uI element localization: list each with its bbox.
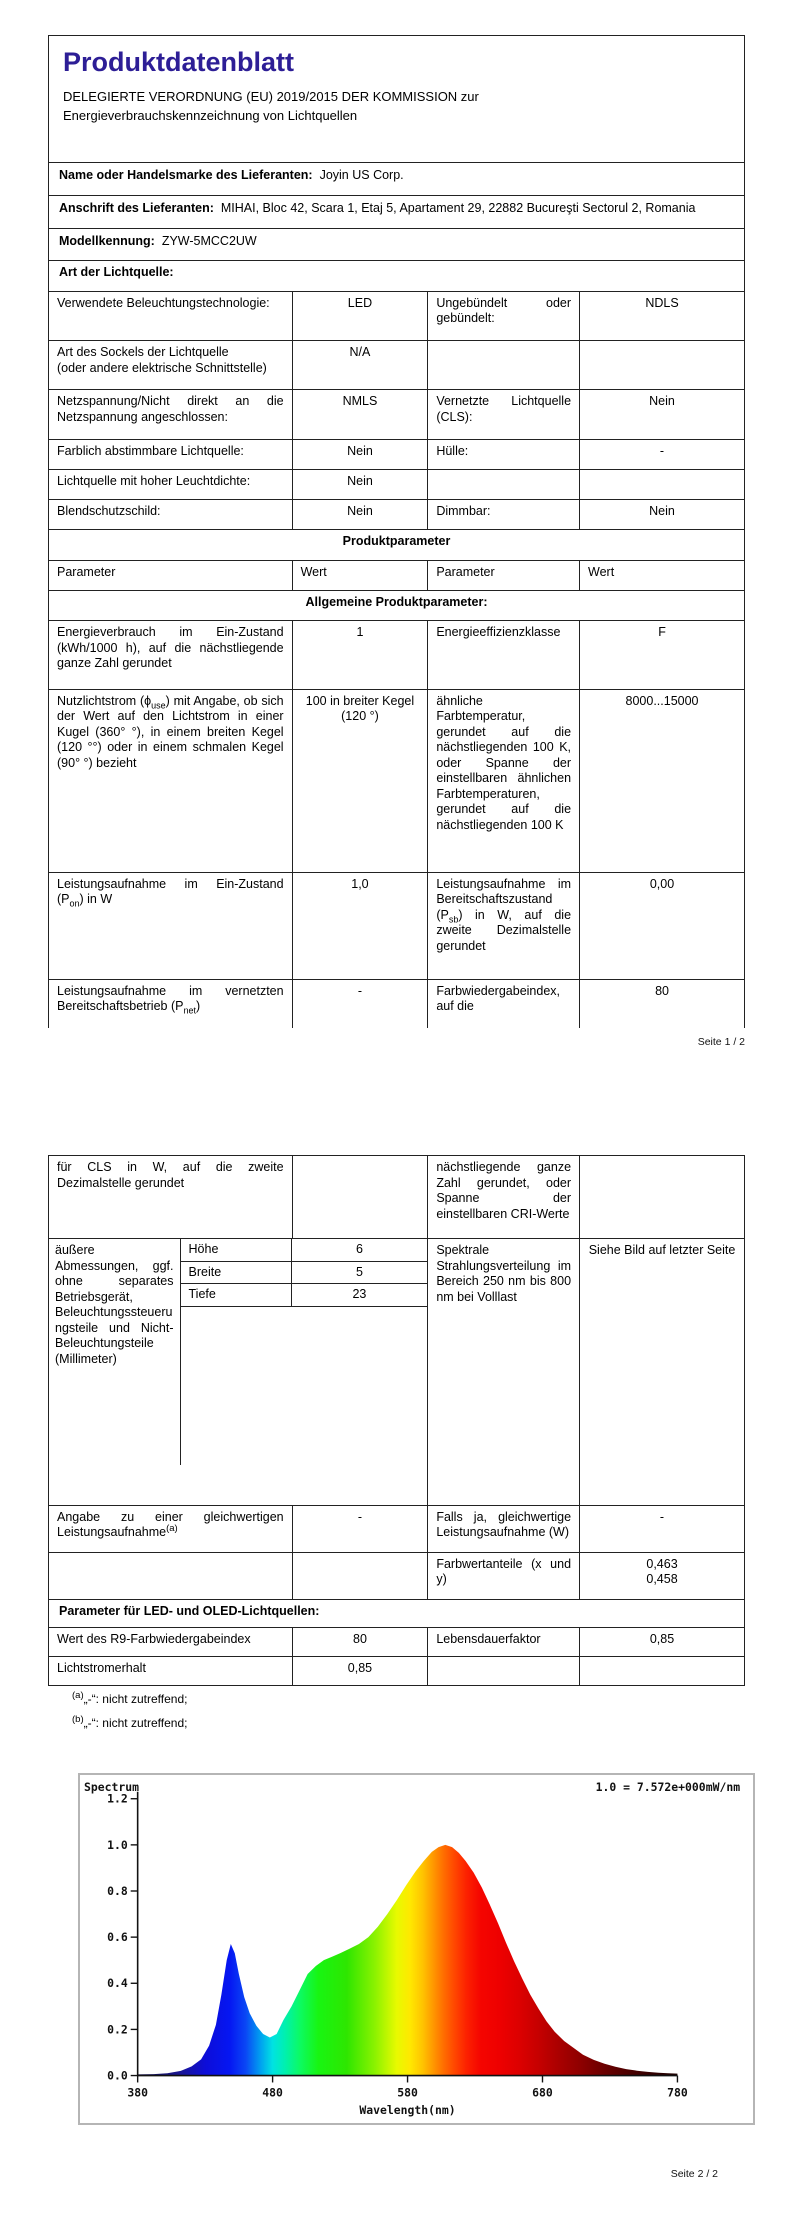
- value-cell: NMLS: [292, 390, 428, 439]
- param-cell: Art des Sockels der Lichtquelle (oder andere elektrische Schnittstelle): [49, 341, 293, 390]
- dimension-key: Tiefe: [181, 1284, 292, 1306]
- dimensions-subtable: [180, 1239, 428, 1465]
- table-row: [49, 291, 745, 340]
- chart-annotation: 1.0 = 7.572e+000mW/nm: [595, 1779, 741, 1794]
- page1-table: [48, 35, 745, 1028]
- dimension-row-depth: [181, 1284, 428, 1307]
- value-cell: -: [580, 1505, 745, 1552]
- table-row-page-break: [49, 979, 745, 1028]
- table-row: [49, 500, 745, 530]
- model-label: Modellkennung:: [59, 233, 155, 248]
- value-cell: [292, 1552, 428, 1599]
- param-cell: Energieverbrauch im Ein-Zustand (kWh/1000 h), auf die nächstliegende ganze Zahl gerundet: [49, 621, 293, 689]
- produktparameter-header: Produktparameter: [49, 530, 745, 560]
- page-title: Produktdatenblatt: [63, 47, 295, 77]
- param-cell: Energieeffizienzklasse: [428, 621, 580, 689]
- footnote-a: $^{(a)}$„-“: nicht zutreffend;: [72, 1690, 188, 1706]
- dimension-value: 5: [355, 1264, 363, 1279]
- column-header: Wert: [580, 560, 745, 590]
- param-cell: Farbwertanteile (x und y): [428, 1552, 580, 1599]
- param-cell: Leistungsaufnahme im Bereitschaftszustand $(P_{sb})$ in W, auf die zweite Dezimalstelle gerundet: [428, 872, 580, 979]
- param-cell: [49, 1552, 293, 1599]
- page2-footer: Seite 2 / 2: [670, 2168, 718, 2180]
- value-cell: [580, 469, 745, 499]
- table-row: [49, 1552, 745, 1599]
- table-row: [49, 390, 745, 439]
- supplier-name-value: Joyin US Corp.: [319, 168, 404, 183]
- value-cell: N/A: [292, 341, 428, 390]
- value-cell: NDLS: [580, 291, 745, 340]
- param-cell: [428, 1657, 580, 1686]
- param-cell: Lichtstromerhalt: [49, 1657, 293, 1686]
- value-cell: -: [580, 439, 745, 469]
- table-row-continuation: [49, 1156, 745, 1239]
- led-parameters-header: Parameter für LED- und OLED-Lichtquellen:: [49, 1599, 745, 1628]
- value-cell: Nein: [580, 500, 745, 530]
- param-cell: Lichtquelle mit hoher Leuchtdichte:: [49, 469, 293, 499]
- x-tick-label: 780: [667, 2085, 688, 2100]
- param-cell: Wert des R9-Farbwiedergabeindex: [49, 1628, 293, 1657]
- model-cell: [49, 228, 745, 261]
- source-type-header: Art der Lichtquelle:: [49, 261, 745, 291]
- value-cell: [580, 341, 745, 390]
- dimensions-row: [49, 1239, 745, 1505]
- general-parameters-header: Allgemeine Produktparameter:: [49, 590, 745, 620]
- value-cell: LED: [292, 291, 428, 340]
- supplier-address-value: MIHAI, Bloc 42, Scara 1, Etaj 5, Apartament 29, 22882 Bucureşti Sectorul 2, Romania: [220, 201, 696, 216]
- param-cell: [428, 341, 580, 390]
- value-cell: F: [580, 621, 745, 689]
- title-cell: [49, 36, 745, 163]
- param-cell: Angabe zu einer gleichwertigen Leistungsaufnahme$^{(a)}$: [49, 1505, 293, 1552]
- table-row: [49, 1505, 745, 1552]
- spectrum-chart-box: [78, 1773, 755, 2125]
- value-cell: -: [292, 1505, 428, 1552]
- dimensions-cell: [49, 1239, 428, 1505]
- y-tick-label: 0.6: [107, 1930, 128, 1945]
- dimensions-label: äußere Abmessungen, ggf. ohne separates Betriebsgerät, Beleuchtungssteuerungsteile und Nicht-Beleuchtungsteile (Millimeter): [55, 1243, 174, 1366]
- model-value: ZYW-5MCC2UW: [161, 233, 257, 248]
- footnotes: [72, 1692, 187, 1741]
- supplier-name-cell: [49, 163, 745, 196]
- param-cell: ähnliche Farbtemperatur, gerundet auf die nächstliegenden 100 K, oder Spanne der einstellbaren ähnlichen Farbtemperaturen, gerundet auf die nächstliegenden 100 K: [428, 689, 580, 872]
- param-cell: Verwendete Beleuchtungstechnologie:: [49, 291, 293, 340]
- value-cell: 80: [292, 1628, 428, 1657]
- y-tick-label: 0.4: [107, 1976, 128, 1991]
- y-tick-label: 1.2: [107, 1791, 128, 1806]
- value-cell: 0,463 0,458: [580, 1552, 745, 1599]
- param-cell: [428, 469, 580, 499]
- column-header: Parameter: [49, 560, 293, 590]
- led-header-row: [49, 1599, 745, 1628]
- table-row: [49, 1628, 745, 1657]
- param-cell: Falls ja, gleichwertige Leistungsaufnahme (W): [428, 1505, 580, 1552]
- y-tick-label: 0.2: [107, 2022, 128, 2037]
- value-cell: Siehe Bild auf letzter Seite: [580, 1239, 745, 1505]
- column-header: Parameter: [428, 560, 580, 590]
- param-cell: Leistungsaufnahme im Ein-Zustand $(P_{on})$ in W: [49, 872, 293, 979]
- param-cell: nächstliegende ganze Zahl gerundet, oder Spanne der einstellbaren CRI-Werte: [428, 1156, 580, 1239]
- x-tick-label: 580: [397, 2085, 418, 2100]
- value-cell: 0,85: [580, 1628, 745, 1657]
- value-cell: 1,0: [292, 872, 428, 979]
- y-tick-label: 0.0: [107, 2068, 128, 2083]
- model-row: [49, 228, 745, 261]
- table-row: [49, 872, 745, 979]
- dimension-row-width: [181, 1262, 428, 1285]
- value-cell: -: [292, 979, 428, 1028]
- table-row: [49, 341, 745, 390]
- param-cell: Spektrale Strahlungsverteilung im Bereich 250 nm bis 800 nm bei Volllast: [428, 1239, 580, 1505]
- param-cell: Farblich abstimmbare Lichtquelle:: [49, 439, 293, 469]
- dimension-key: Höhe: [181, 1239, 292, 1261]
- value-cell: Nein: [292, 439, 428, 469]
- supplier-address-row: [49, 196, 745, 229]
- value-cell: 8000...15000: [580, 689, 745, 872]
- table-row: [49, 621, 745, 689]
- param-cell: Farbwiedergabeindex, auf die: [428, 979, 580, 1028]
- x-axis-label: Wavelength(nm): [359, 2103, 456, 2118]
- dimension-value: 6: [355, 1242, 363, 1257]
- dimension-key: Breite: [181, 1262, 292, 1284]
- regulation-subtitle: DELEGIERTE VERORDNUNG (EU) 2019/2015 DER KOMMISSION zur Energieverbrauchskennzeichnung von Lichtquellen: [63, 89, 479, 124]
- param-cell: für CLS in W, auf die zweite Dezimalstelle gerundet: [49, 1156, 293, 1239]
- y-tick-label: 0.8: [107, 1883, 128, 1898]
- param-cell: Dimmbar:: [428, 500, 580, 530]
- produktparameter-header-row: [49, 530, 745, 560]
- param-cell: Blendschutzschild:: [49, 500, 293, 530]
- value-cell: 100 in breiter Kegel (120 °): [292, 689, 428, 872]
- value-cell: [292, 1156, 428, 1239]
- param-cell: Nutzlichtstrom $(\phi_{use})$ mit Angabe, ob sich der Wert auf den Lichtstrom in einer Kugel (360° °), in einem breiten Kegel (120 °°) oder in einem schmalen Kegel (90° °) bezieht: [49, 689, 293, 872]
- supplier-address-label: Anschrift des Lieferanten:: [59, 201, 214, 216]
- table-row: [49, 439, 745, 469]
- dimension-value: 23: [352, 1287, 367, 1302]
- y-tick-label: 1.0: [107, 1837, 128, 1852]
- footnote-b: $^{(b)}$„-“: nicht zutreffend;: [72, 1714, 188, 1731]
- param-cell: Hülle:: [428, 439, 580, 469]
- value-cell: 0,00: [580, 872, 745, 979]
- column-header: Wert: [292, 560, 428, 590]
- source-type-header-row: [49, 261, 745, 291]
- param-cell: Vernetzte Lichtquelle (CLS):: [428, 390, 580, 439]
- value-cell: 80: [580, 979, 745, 1028]
- param-cell: Leistungsaufnahme im vernetzten Bereitschaftsbetrieb $(P_{net})$: [49, 979, 293, 1028]
- spectrum-curve: [138, 1845, 678, 2076]
- value-cell: Nein: [292, 500, 428, 530]
- x-tick-label: 480: [262, 2085, 283, 2100]
- spectrum-chart: [80, 1775, 753, 2123]
- value-cell: [580, 1657, 745, 1686]
- param-cell: Lebensdauerfaktor: [428, 1628, 580, 1657]
- page2-table: [48, 1155, 745, 1686]
- column-header-row: [49, 560, 745, 590]
- value-cell: 0,85: [292, 1657, 428, 1686]
- x-tick-label: 380: [127, 2085, 148, 2100]
- supplier-name-label: Name oder Handelsmarke des Lieferanten:: [59, 168, 313, 183]
- value-cell: Nein: [292, 469, 428, 499]
- x-tick-label: 680: [532, 2085, 553, 2100]
- page1-footer: Seite 1 / 2: [697, 1036, 745, 1048]
- table-row: [49, 1657, 745, 1686]
- value-cell: 1: [292, 621, 428, 689]
- param-cell: Ungebündelt oder gebündelt:: [428, 291, 580, 340]
- chart-title: Spectrum: [83, 1779, 140, 1794]
- table-row: [49, 689, 745, 872]
- dimension-row-height: [181, 1239, 428, 1262]
- value-cell: [580, 1156, 745, 1239]
- title-row: [49, 36, 745, 163]
- general-header-row: [49, 590, 745, 620]
- table-row: [49, 469, 745, 499]
- value-cell: Nein: [580, 390, 745, 439]
- supplier-address-cell: [49, 196, 745, 229]
- param-cell: Netzspannung/Nicht direkt an die Netzspannung angeschlossen:: [49, 390, 293, 439]
- supplier-name-row: [49, 163, 745, 196]
